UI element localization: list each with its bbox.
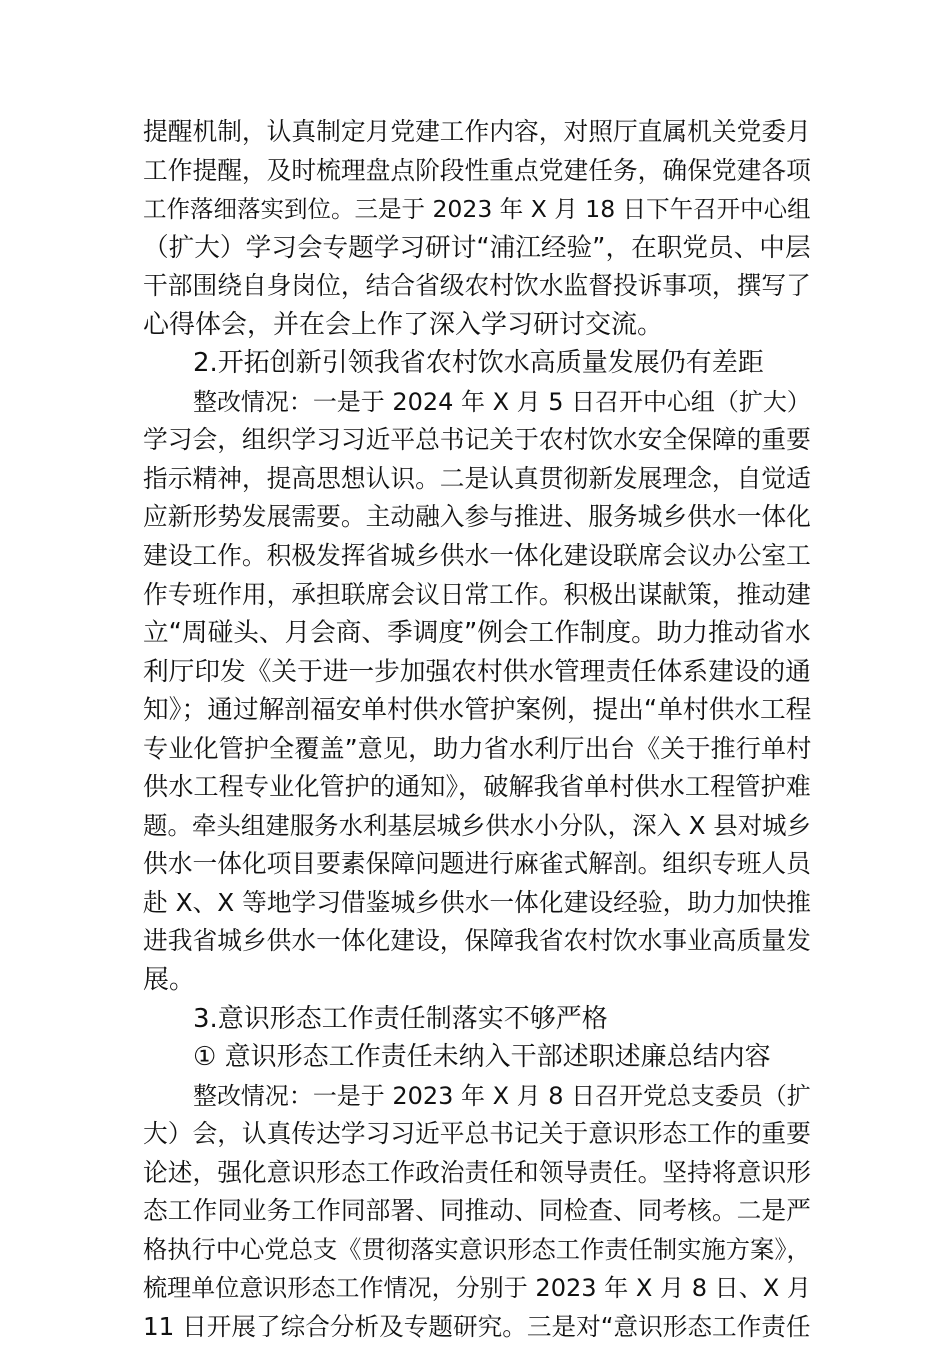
text-line: ① 意识形态工作责任未纳入干部述职述廉总结内容 bbox=[193, 1042, 771, 1073]
text-line: 11 日开展了综合分析及专题研究。三是对“意识形态工作责任 bbox=[143, 1311, 811, 1341]
text-line: 工作落细落实到位。三是于 2023 年 X 月 18 日下午召开中心组 bbox=[143, 195, 811, 224]
text-line: 应新形势发展需要。主动融入参与推进、服务城乡供水一体化 bbox=[143, 502, 811, 532]
text-line: 整改情况：一是于 2024 年 X 月 5 日召开中心组（扩大） bbox=[193, 387, 811, 416]
text-line: 供水工程专业化管护的通知》，破解我省单村供水工程管护难 bbox=[143, 772, 811, 802]
text-line: 供水一体化项目要素保障问题进行麻雀式解剖。组织专班人员 bbox=[143, 849, 811, 879]
text-line: 题。牵头组建服务水利基层城乡供水小分队，深入 X 县对城乡 bbox=[143, 810, 811, 840]
text-line: 学习会，组织学习习近平总书记关于农村饮水安全保障的重要 bbox=[143, 425, 811, 455]
text-line: 专业化管护全覆盖”意见，助力省水利厅出台《关于推行单村 bbox=[143, 733, 811, 763]
text-line: 利厅印发《关于进一步加强农村供水管理责任体系建设的通 bbox=[143, 656, 811, 687]
text-line: 整改情况：一是于 2023 年 X 月 8 日召开党总支委员（扩 bbox=[193, 1081, 811, 1110]
text-line: 干部围绕自身岗位，结合省级农村饮水监督投诉事项，撰写了 bbox=[143, 271, 811, 301]
document-page bbox=[143, 113, 811, 1347]
text-line: （扩大）学习会专题学习研讨“浦江经验”，在职党员、中层 bbox=[143, 232, 811, 263]
text-line: 3.意识形态工作责任制落实不够严格 bbox=[193, 1003, 608, 1034]
text-line: 大）会，认真传达学习习近平总书记关于意识形态工作的重要 bbox=[143, 1119, 811, 1149]
text-line: 赴 X、X 等地学习借鉴城乡供水一体化建设经验，助力加快推 bbox=[143, 887, 811, 917]
text-line: 知》；通过解剖福安单村供水管护案例，提出“单村供水工程 bbox=[143, 695, 811, 726]
text-line: 立“周碰头、月会商、季调度”例会工作制度。助力推动省水 bbox=[143, 618, 811, 649]
text-line: 工作提醒，及时梳理盘点阶段性重点党建任务，确保党建各项 bbox=[143, 155, 811, 185]
text-line: 作专班作用，承担联席会议日常工作。积极出谋献策，推动建 bbox=[143, 579, 811, 609]
text-line: 指示精神，提高思想认识。二是认真贯彻新发展理念，自觉适 bbox=[143, 463, 811, 493]
text-line: 论述，强化意识形态工作政治责任和领导责任。坚持将意识形 bbox=[143, 1157, 811, 1187]
text-line: 格执行中心党总支《贯彻落实意识形态工作责任制实施方案》， bbox=[143, 1234, 811, 1264]
text-line: 心得体会，并在会上作了深入学习研讨交流。 bbox=[143, 309, 664, 340]
text-line: 建设工作。积极发挥省城乡供水一体化建设联席会议办公室工 bbox=[143, 541, 811, 571]
text-line: 梳理单位意识形态工作情况，分别于 2023 年 X 月 8 日、X 月 bbox=[143, 1274, 811, 1303]
text-line: 2.开拓创新引领我省农村饮水高质量发展仍有差距 bbox=[193, 348, 764, 379]
text-line: 提醒机制，认真制定月党建工作内容，对照厅直属机关党委月 bbox=[143, 117, 811, 146]
text-line: 进我省城乡供水一体化建设，保障我省农村饮水事业高质量发 bbox=[143, 926, 811, 956]
text-line: 态工作同业务工作同部署、同推动、同检查、同考核。二是严 bbox=[143, 1196, 811, 1226]
text-line: 展。 bbox=[143, 965, 196, 996]
